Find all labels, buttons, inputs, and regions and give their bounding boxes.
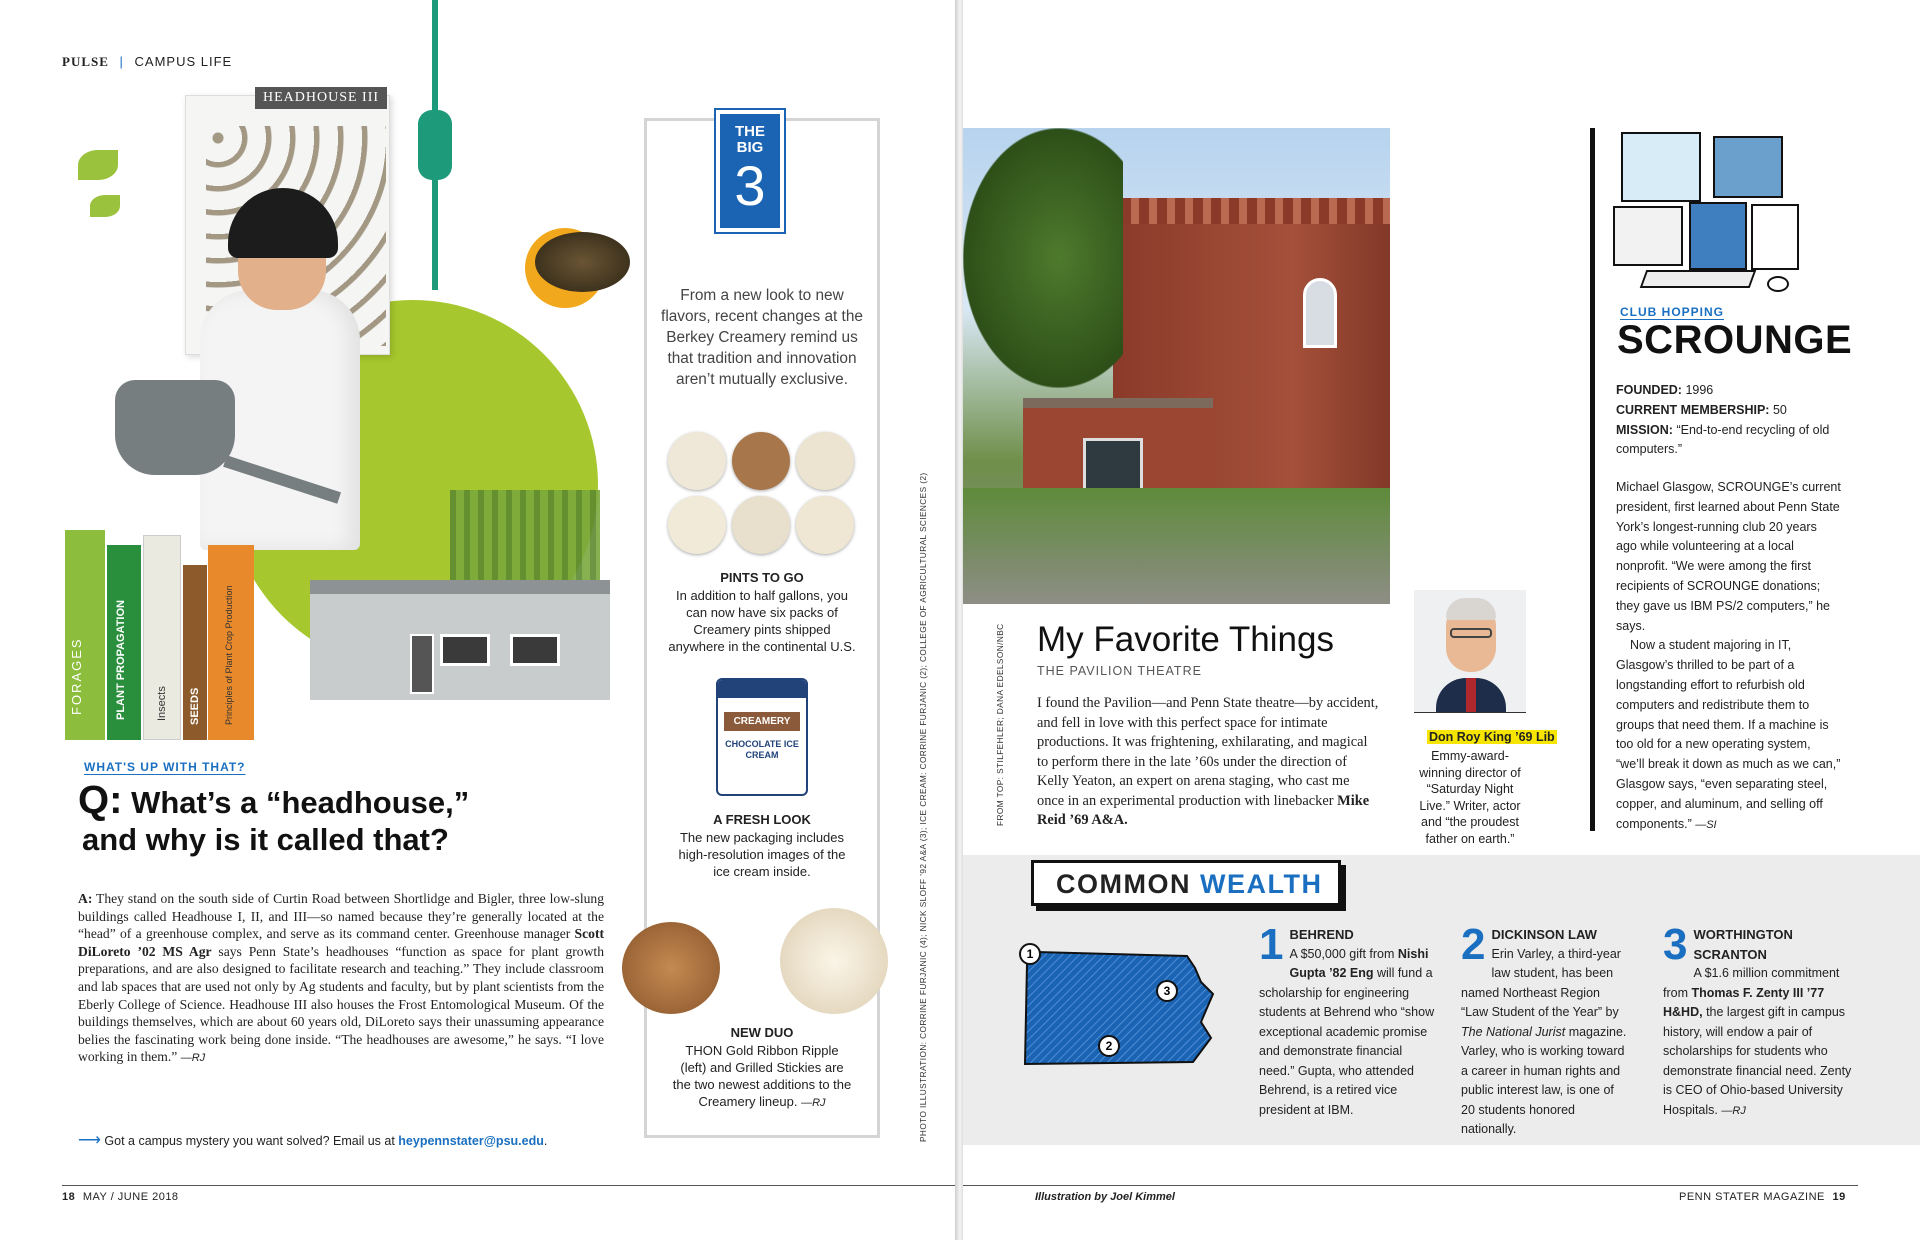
computer-tower-icon: [1689, 202, 1747, 270]
keyboard-icon: [1640, 270, 1757, 288]
greenhouse-manager-name: Scott DiLoreto ’02 MS Agr: [78, 926, 604, 959]
campus-name: BEHREND: [1289, 927, 1354, 942]
big3-item-1-text: In addition to half gallons, you can now have six packs of Creamery pints shipped anywhere in the continental U.S.: [668, 588, 856, 654]
issue-date: MAY / JUNE 2018: [82, 1191, 179, 1203]
founded-year: 1996: [1685, 383, 1714, 397]
favorite-body: I found the Pavilion—and Penn State theatre—by accident, and fell in love with this perfect space for intimate productions. It was frightening, exhilarating, and magical to perform there in the late ’60s under the direction of Kelly Yeaton, an expert on arena staging, who cast me once in an experimental production with linebacker Mike Reid ’69 A&A.: [1037, 695, 1379, 828]
common-wealth-item-2: 2 DICKINSON LAW Erin Varley, a third-year law student, has been named Northeast Region “Law Student of the Year” by The National Jurist magazine. Varley, who is working toward a career in human rights and public interest law, is one of 20 students honored nationally.: [1461, 925, 1629, 1140]
creamery-carton: CREAMERY CHOCOLATE ICE CREAM: [716, 678, 808, 796]
big3-item-3-text: THON Gold Ribbon Ripple (left) and Grilled Stickies are the two newest additions to the Creamery lineup. —RJ: [672, 1043, 852, 1109]
book-insects: Insects: [143, 535, 181, 740]
campus-mystery-prompt: ⟶ Got a campus mystery you want solved? Email us at heypennstater@psu.edu.: [78, 1132, 548, 1149]
leaf-icon: [90, 195, 120, 217]
headhouse-sign: HEADHOUSE III: [255, 87, 387, 109]
favorite-subtitle: THE PAVILION THEATRE: [1037, 664, 1202, 678]
svg-text:3: 3: [1163, 984, 1171, 998]
arrow-right-icon: ⟶: [78, 1132, 101, 1149]
vanilla-scoop: [780, 908, 888, 1014]
person-name: Don Roy King ’69 Lib: [1429, 730, 1555, 744]
title-line-2: and why is it called that?: [82, 822, 449, 857]
big3-item-2-title: A FRESH LOOK: [713, 812, 811, 827]
mission-text: “End-to-end recycling of old computers.”: [1616, 422, 1830, 457]
monitor-icon: [1621, 132, 1701, 202]
footer-left: [62, 1191, 179, 1203]
right-page: [963, 0, 1920, 1240]
title-line-1: What’s a “headhouse,”: [131, 785, 470, 820]
campus-name: DICKINSON LAW: [1491, 927, 1597, 942]
club-title: SCROUNGE: [1617, 318, 1853, 362]
photo-credit-left: PHOTO ILLUSTRATION: CORRINE FURJANIC (4); NICK SLOFF ’92 A&A (3); ICE CREAM: CORRINE FURJANIC (2); COLLEGE OF AGRICULTURAL SCIENCES (2): [918, 472, 928, 1142]
mouse-icon: [1767, 276, 1789, 292]
garden-path: [963, 488, 1390, 604]
footer-rule: [963, 1185, 1858, 1186]
big3-badge: THE BIG 3: [716, 110, 784, 232]
email-link[interactable]: heypennstater@psu.edu: [398, 1134, 544, 1148]
footer-rule: [62, 1185, 957, 1186]
arched-window: [1303, 278, 1337, 348]
magazine-name: PENN STATER MAGAZINE: [1679, 1191, 1825, 1203]
greenhouse-glass: [450, 490, 600, 580]
club-body: Michael Glasgow, SCROUNGE’s current president, first learned about Penn State York’s longest-running club 20 years ago while volunteering at a local nonprofit. “We were among the first recipients of SCROUNGE donations; they gave us IBM PS/2 computers,” he says. Now a student majoring in IT, Glasgow’s thrilled to be part of a longstanding effort to refurbish old computers and redistribute them to groups that need them. If a machine is too old for a new operating system, “we’ll break it down as much as we can,” Glasgow says, “even separating steel, copper, and aluminum, and selling off components.” —SI: [1616, 480, 1841, 831]
common-wealth-item-3: 3 WORTHINGTON SCRANTON A $1.6 million commitment from Thomas F. Zenty III ’77 H&HD, the largest gift in campus history, will endow a pair of scholarships for students who demonstrate financial need. Zenty is CEO of Ohio-based University Hospitals. —RJ: [1663, 925, 1855, 1121]
item-number: 2: [1461, 920, 1486, 969]
pennsylvania-map: [1015, 942, 1215, 1080]
book-seeds: SEEDS: [183, 565, 207, 740]
map-marker-1: [1020, 944, 1040, 964]
header-separator: |: [119, 54, 124, 69]
don-roy-king-portrait: [1414, 590, 1526, 712]
club-column-rule: [1590, 128, 1595, 831]
greenhouse-building: [310, 580, 610, 700]
computer-pile-illustration: [1603, 128, 1803, 296]
left-page: [0, 0, 957, 1240]
big3-item-3-title: NEW DUO: [730, 1025, 794, 1040]
book-crop-production: Principles of Plant Crop Production: [208, 545, 254, 740]
item-number: 3: [1663, 920, 1688, 969]
big3-item-2-text: The new packaging includes high-resolution images of the ice cream inside.: [678, 830, 846, 879]
club-kicker: CLUB HOPPING: [1620, 305, 1725, 319]
favorite-title: My Favorite Things: [1037, 620, 1334, 659]
sprinkler-head: [418, 110, 452, 180]
photo-credit-right: FROM TOP: STILFEHLER; DANA EDELSON/NBC: [995, 623, 1005, 826]
chocolate-scoop: [622, 922, 720, 1014]
tree-foliage: [963, 128, 1123, 388]
article-body: A: They stand on the south side of Curtin Road between Shortlidge and Bigler, three low-slung buildings called Headhouse I, II, and III—so named because they’re generally located at the “head” of a greenhouse complex, and serve as its command center. Greenhouse manager Scott DiLoreto ’02 MS Agr says Penn State’s headhouses “function as space for plant growth preparations, and are also designed to facilitate research and teaching.” They include classroom and lab spaces that are used not only by Ag students and faculty, but by plant scientists from the Eberly College of Science. Headhouse III also houses the Frost Entomological Museum. Of the buildings themselves, which are about 60 years old, DiLoreto says their unassuming appearance belies the fascinating work being done inside. “The headhouses are awesome,” he says. “I love working in them.” —RJ: [78, 891, 604, 1065]
q-label: Q:: [78, 778, 123, 822]
membership-count: 50: [1772, 402, 1787, 417]
svg-text:1: 1: [1026, 947, 1034, 961]
page-number: 19: [1832, 1191, 1846, 1203]
pavilion-theatre-photo: [963, 128, 1390, 604]
item-number: 1: [1259, 920, 1284, 969]
map-marker-2: [1099, 1036, 1119, 1056]
section-name: PULSE: [62, 54, 109, 69]
beetle-icon: [535, 232, 630, 292]
article-kicker: WHAT'S UP WITH THAT?: [84, 760, 246, 774]
illustration-credit: Illustration by Joel Kimmel: [1035, 1191, 1175, 1203]
big3-intro: From a new look to new flavors, recent changes at the Berkey Creamery remind us that tradition and innovation aren’t mutually exclusive.: [661, 287, 863, 388]
campus-name: WORTHINGTON SCRANTON: [1693, 927, 1793, 962]
footer-right: [1679, 1191, 1846, 1203]
common-wealth-item-1: 1 BEHREND A $50,000 gift from Nishi Gupta ’82 Eng will fund a scholarship for engineering students at Behrend who “show exceptional academic promise and demonstrate financial need.” Gupta, who attended Behrend, is a retired vice president at IBM.: [1259, 925, 1437, 1120]
headhouse-collage: [60, 0, 620, 760]
subsection-name: CAMPUS LIFE: [134, 54, 233, 69]
page-number: 18: [62, 1191, 76, 1203]
map-marker-3: [1157, 981, 1177, 1001]
pints-photo: [668, 432, 858, 562]
book-forages: FORAGES: [65, 530, 105, 740]
person-bio: Emmy-award-winning director of “Saturday Night Live.” Writer, actor and “the proudest father on earth.”: [1419, 749, 1521, 846]
club-facts: FOUNDED: 1996 CURRENT MEMBERSHIP: 50 MISSION: “End-to-end recycling of old computers.”: [1616, 383, 1830, 457]
common-wealth-title: COMMON WEALTH: [1031, 860, 1341, 906]
printer-icon: [1613, 206, 1683, 266]
leaf-icon: [78, 150, 118, 180]
linebacker-name: Mike Reid ’69 A&A.: [1037, 792, 1370, 828]
computer-case-icon: [1751, 204, 1799, 270]
svg-text:2: 2: [1105, 1039, 1113, 1053]
big3-item-1-title: PINTS TO GO: [720, 570, 804, 585]
monitor-icon: [1713, 136, 1783, 198]
watering-can-icon: [115, 380, 235, 475]
article-title: [78, 778, 470, 858]
book-plant-propagation: PLANT PROPAGATION: [107, 545, 141, 740]
